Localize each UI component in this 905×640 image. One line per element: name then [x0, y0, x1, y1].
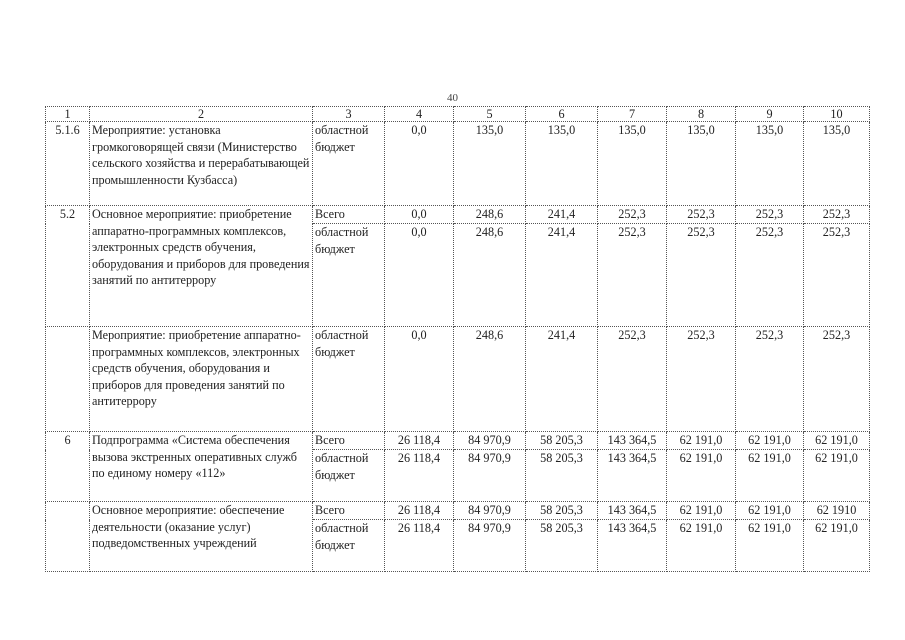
value-cell: 135,0 — [667, 122, 736, 206]
funding-source: Всего — [313, 432, 385, 450]
value-cell: 26 118,4 — [385, 502, 454, 520]
value-cell: 252,3 — [598, 224, 667, 327]
row-number: 5.1.6 — [46, 122, 90, 206]
value-cell: 143 364,5 — [598, 432, 667, 450]
row-description: Мероприятие: установка громкоговорящей связи (Министерство сельского хозяйства и перерабатывающей промышленности Кузбасса) — [90, 122, 313, 206]
funding-source: областной бюджет — [313, 122, 385, 206]
header-row — [46, 107, 870, 122]
value-cell: 62 191,0 — [804, 450, 870, 502]
table-row — [46, 122, 870, 206]
value-cell: 62 191,0 — [667, 502, 736, 520]
value-cell: 26 118,4 — [385, 432, 454, 450]
column-header: 9 — [736, 107, 804, 122]
value-cell: 0,0 — [385, 122, 454, 206]
value-cell: 252,3 — [736, 206, 804, 224]
table-row — [46, 206, 870, 224]
value-cell: 62 191,0 — [667, 450, 736, 502]
funding-source: областной бюджет — [313, 327, 385, 432]
column-header: 10 — [804, 107, 870, 122]
value-cell: 252,3 — [598, 327, 667, 432]
value-cell: 135,0 — [454, 122, 526, 206]
row-number — [46, 327, 90, 432]
table-row — [46, 502, 870, 520]
row-description: Мероприятие: приобретение аппаратно-программных комплексов, электронных средств обучения, оборудования и приборов для проведения занятий по антитеррору — [90, 327, 313, 432]
row-number — [46, 502, 90, 572]
value-cell: 58 205,3 — [526, 520, 598, 572]
value-cell: 58 205,3 — [526, 502, 598, 520]
column-header: 1 — [46, 107, 90, 122]
value-cell: 58 205,3 — [526, 432, 598, 450]
funding-source: областной бюджет — [313, 520, 385, 572]
column-header: 2 — [90, 107, 313, 122]
row-number: 5.2 — [46, 206, 90, 327]
value-cell: 252,3 — [804, 327, 870, 432]
value-cell: 135,0 — [804, 122, 870, 206]
value-cell: 84 970,9 — [454, 502, 526, 520]
column-header: 4 — [385, 107, 454, 122]
row-description: Подпрограмма «Система обеспечения вызова экстренных оперативных служб по единому номеру «112» — [90, 432, 313, 502]
value-cell: 143 364,5 — [598, 450, 667, 502]
funding-source: Всего — [313, 206, 385, 224]
value-cell: 62 191,0 — [736, 520, 804, 572]
value-cell: 252,3 — [804, 224, 870, 327]
budget-table — [45, 106, 870, 572]
value-cell: 0,0 — [385, 327, 454, 432]
value-cell: 84 970,9 — [454, 520, 526, 572]
row-number: 6 — [46, 432, 90, 502]
value-cell: 0,0 — [385, 224, 454, 327]
value-cell: 0,0 — [385, 206, 454, 224]
value-cell: 252,3 — [598, 206, 667, 224]
table-row — [46, 327, 870, 432]
value-cell: 135,0 — [598, 122, 667, 206]
value-cell: 252,3 — [736, 224, 804, 327]
value-cell: 252,3 — [736, 327, 804, 432]
value-cell: 62 191,0 — [667, 432, 736, 450]
value-cell: 143 364,5 — [598, 520, 667, 572]
funding-source: Всего — [313, 502, 385, 520]
value-cell: 26 118,4 — [385, 520, 454, 572]
value-cell: 248,6 — [454, 224, 526, 327]
value-cell: 84 970,9 — [454, 450, 526, 502]
row-description: Основное мероприятие: обеспечение деятельности (оказание услуг) подведомственных учреждений — [90, 502, 313, 572]
funding-source: областной бюджет — [313, 450, 385, 502]
value-cell: 62 191,0 — [736, 432, 804, 450]
value-cell: 135,0 — [736, 122, 804, 206]
value-cell: 241,4 — [526, 206, 598, 224]
value-cell: 62 191,0 — [667, 520, 736, 572]
value-cell: 62 191,0 — [804, 520, 870, 572]
column-header: 8 — [667, 107, 736, 122]
value-cell: 26 118,4 — [385, 450, 454, 502]
value-cell: 252,3 — [667, 224, 736, 327]
value-cell: 58 205,3 — [526, 450, 598, 502]
column-header: 3 — [313, 107, 385, 122]
value-cell: 84 970,9 — [454, 432, 526, 450]
value-cell: 248,6 — [454, 206, 526, 224]
value-cell: 135,0 — [526, 122, 598, 206]
value-cell: 241,4 — [526, 224, 598, 327]
row-description: Основное мероприятие: приобретение аппаратно-программных комплексов, электронных средств обучения, оборудования и приборов для проведения занятий по антитеррору — [90, 206, 313, 327]
value-cell: 248,6 — [454, 327, 526, 432]
value-cell: 252,3 — [667, 206, 736, 224]
value-cell: 143 364,5 — [598, 502, 667, 520]
funding-source: областной бюджет — [313, 224, 385, 327]
value-cell: 62 191,0 — [736, 450, 804, 502]
value-cell: 241,4 — [526, 327, 598, 432]
page-number: 40 — [447, 92, 458, 104]
column-header: 7 — [598, 107, 667, 122]
value-cell: 252,3 — [804, 206, 870, 224]
value-cell: 62 191,0 — [804, 432, 870, 450]
value-cell: 62 191,0 — [736, 502, 804, 520]
value-cell: 252,3 — [667, 327, 736, 432]
column-header: 6 — [526, 107, 598, 122]
table-row — [46, 432, 870, 450]
value-cell: 62 1910 — [804, 502, 870, 520]
column-header: 5 — [454, 107, 526, 122]
